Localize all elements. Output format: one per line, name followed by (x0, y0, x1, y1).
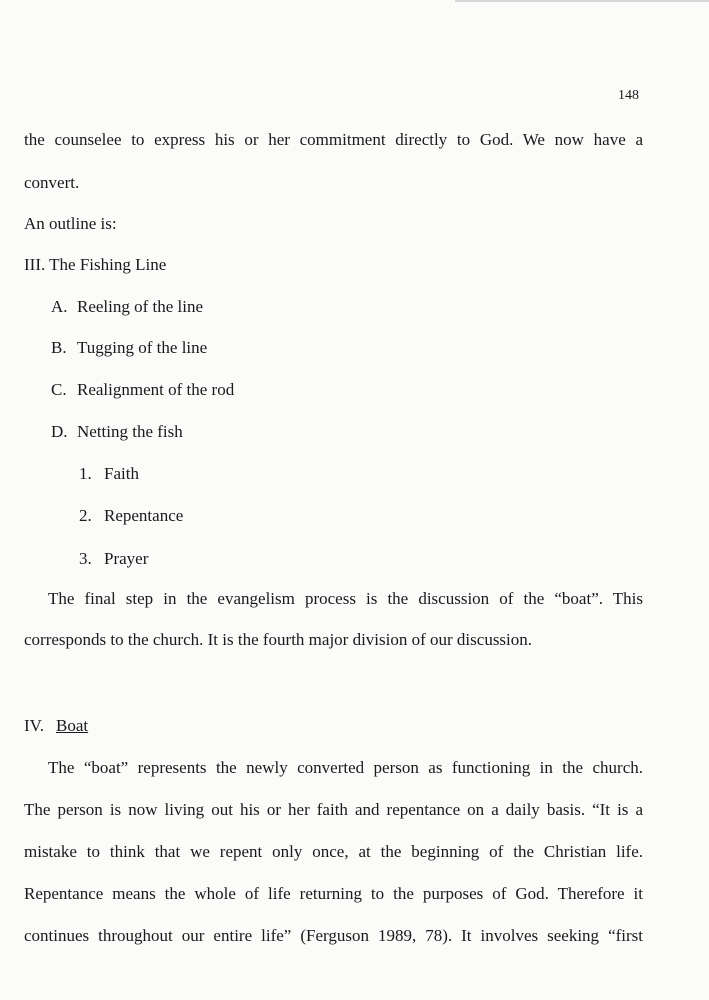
outline-item-marker: C. (51, 380, 67, 399)
paragraph-3-line-3: mistake to think that we repent only once, at the beginning of the Christian life. (24, 842, 643, 861)
outline-subitem: Faith (104, 464, 139, 483)
paragraph-3-line-2: The person is now living out his or her faith and repentance on a daily basis. “It is a (24, 800, 643, 819)
outline-item: Netting the fish (77, 422, 183, 441)
paragraph-2-line-2: corresponds to the church. It is the fourth major division of our discussion. (24, 630, 533, 649)
section-numeral: IV. (24, 716, 44, 735)
outline-subitem-marker: 3. (79, 549, 92, 568)
outline-item: Realignment of the rod (77, 380, 235, 399)
paragraph-3-line-5: continues throughout our entire life” (Ferguson 1989, 78). It involves seeking “first (24, 926, 643, 945)
outline-intro: An outline is: (24, 214, 117, 233)
paragraph-3-line-4: Repentance means the whole of life returning to the purposes of God. Therefore it (24, 884, 643, 903)
outline-heading: III. The Fishing Line (24, 255, 167, 274)
outline-subitem-marker: 2. (79, 506, 92, 525)
outline-item-marker: A. (51, 297, 68, 316)
paragraph-1-line-2: convert. (24, 173, 80, 192)
outline-item: Tugging of the line (77, 338, 208, 357)
outline-subitem: Prayer (104, 549, 149, 568)
outline-item-marker: B. (51, 338, 67, 357)
outline-subitem: Repentance (104, 506, 184, 525)
outline-subitem-marker: 1. (79, 464, 92, 483)
paragraph-1-line-1: the counselee to express his or her commitment directly to God. We now have a (24, 130, 643, 149)
paragraph-3-line-1: The “boat” represents the newly converted person as functioning in the church. (48, 758, 643, 777)
outline-item-marker: D. (51, 422, 68, 441)
page-number: 148 (618, 88, 639, 103)
paragraph-2-line-1: The final step in the evangelism process is the discussion of the “boat”. This (48, 589, 643, 608)
scan-edge-line (455, 0, 709, 2)
outline-item: Reeling of the line (77, 297, 204, 316)
section-title: Boat (56, 716, 89, 735)
